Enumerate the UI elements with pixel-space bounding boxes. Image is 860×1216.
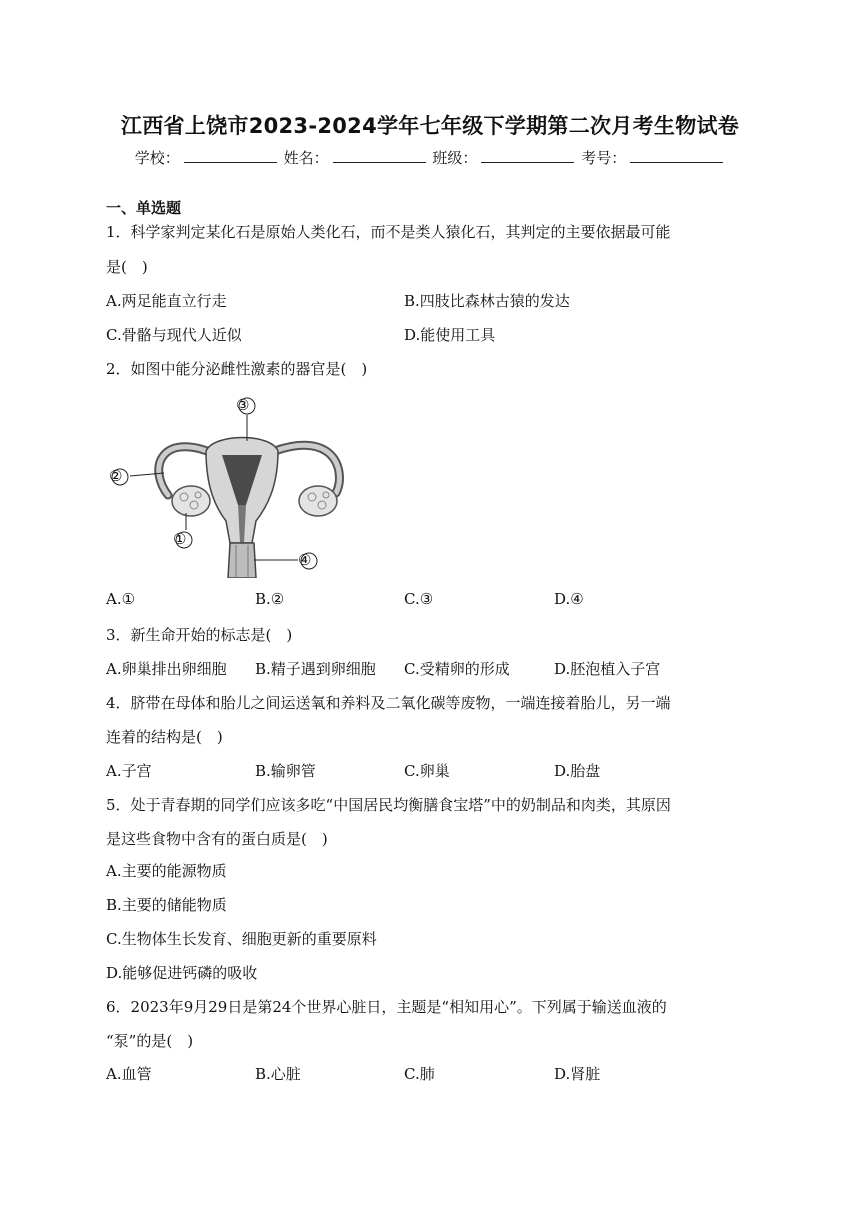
question-3-option-d[interactable]: D.胚泡植入子宫 (554, 660, 661, 678)
question-4-option-c[interactable]: C.卵巢 (404, 762, 450, 780)
question-6-option-c[interactable]: C.肺 (404, 1065, 435, 1083)
question-6-option-a[interactable]: A.血管 (106, 1065, 152, 1083)
name-blank[interactable] (333, 148, 426, 163)
question-4-line-2: 连着的结构是( ) (106, 728, 223, 746)
question-4-line-1: 4．脐带在母体和胎儿之间运送氧和养料及二氧化碳等废物，一端连接着胎儿，另一端 (106, 694, 671, 712)
question-4-option-a[interactable]: A.子宫 (106, 762, 152, 780)
label-3: ③ (236, 396, 250, 414)
exam-title: 江西省上饶市2023-2024学年七年级下学期第二次月考生物试卷 (120, 114, 740, 138)
class-label: 班级： (432, 149, 478, 167)
question-5-line-1: 5．处于青春期的同学们应该多吃“中国居民均衡膳食宝塔”中的奶制品和肉类，其原因 (106, 796, 671, 814)
section-heading: 一、单选题 (106, 199, 182, 217)
question-5-option-b[interactable]: B.主要的储能物质 (106, 896, 227, 914)
question-6-option-b[interactable]: B.心脏 (255, 1065, 301, 1083)
question-6-line-2: “泵”的是( ) (106, 1032, 194, 1050)
label-2: ② (109, 467, 123, 485)
question-3-option-a[interactable]: A.卵巢排出卵细胞 (106, 660, 227, 678)
question-5-option-d[interactable]: D.能够促进钙磷的吸收 (106, 964, 258, 982)
uterus-illustration (106, 393, 366, 578)
question-1-option-b[interactable]: B.四肢比森林古猿的发达 (404, 292, 570, 310)
question-2-option-d[interactable]: D.④ (554, 590, 584, 608)
name-label: 姓名： (283, 149, 329, 167)
question-1-option-c[interactable]: C.骨骼与现代人近似 (106, 326, 242, 344)
question-1-option-d[interactable]: D.能使用工具 (404, 326, 496, 344)
label-4: ④ (298, 551, 312, 569)
question-3-line-1: 3．新生命开始的标志是( ) (106, 626, 293, 644)
class-blank[interactable] (481, 148, 574, 163)
question-3-option-c[interactable]: C.受精卵的形成 (404, 660, 510, 678)
school-blank[interactable] (184, 148, 277, 163)
question-1-line-2: 是( ) (106, 258, 148, 276)
question-6-option-d[interactable]: D.肾脏 (554, 1065, 601, 1083)
question-1-option-a[interactable]: A.两足能直立行走 (106, 292, 227, 310)
label-1: ① (173, 530, 187, 548)
female-reproductive-system-diagram (106, 393, 366, 578)
question-2-option-a[interactable]: A.① (106, 590, 136, 608)
question-4-option-d[interactable]: D.胎盘 (554, 762, 601, 780)
exam-number-label: 考号： (581, 149, 627, 167)
question-1-line-1: 1．科学家判定某化石是原始人类化石，而不是类人猿化石，其判定的主要依据最可能 (106, 223, 671, 241)
question-2-line-1: 2．如图中能分泌雌性激素的器官是( ) (106, 360, 368, 378)
question-2-option-b[interactable]: B.② (255, 590, 285, 608)
question-5-option-c[interactable]: C.生物体生长发育、细胞更新的重要原料 (106, 930, 377, 948)
question-2-option-c[interactable]: C.③ (404, 590, 434, 608)
question-5-option-a[interactable]: A.主要的能源物质 (106, 862, 227, 880)
question-5-line-2: 是这些食物中含有的蛋白质是( ) (106, 830, 328, 848)
question-4-option-b[interactable]: B.输卵管 (255, 762, 316, 780)
exam-number-blank[interactable] (630, 148, 723, 163)
school-label: 学校： (134, 149, 180, 167)
question-6-line-1: 6．2023年9月29日是第24个世界心脏日，主题是“相知用心”。下列属于输送血液的 (106, 998, 667, 1016)
question-3-option-b[interactable]: B.精子遇到卵细胞 (255, 660, 376, 678)
student-info-row (0, 147, 860, 168)
